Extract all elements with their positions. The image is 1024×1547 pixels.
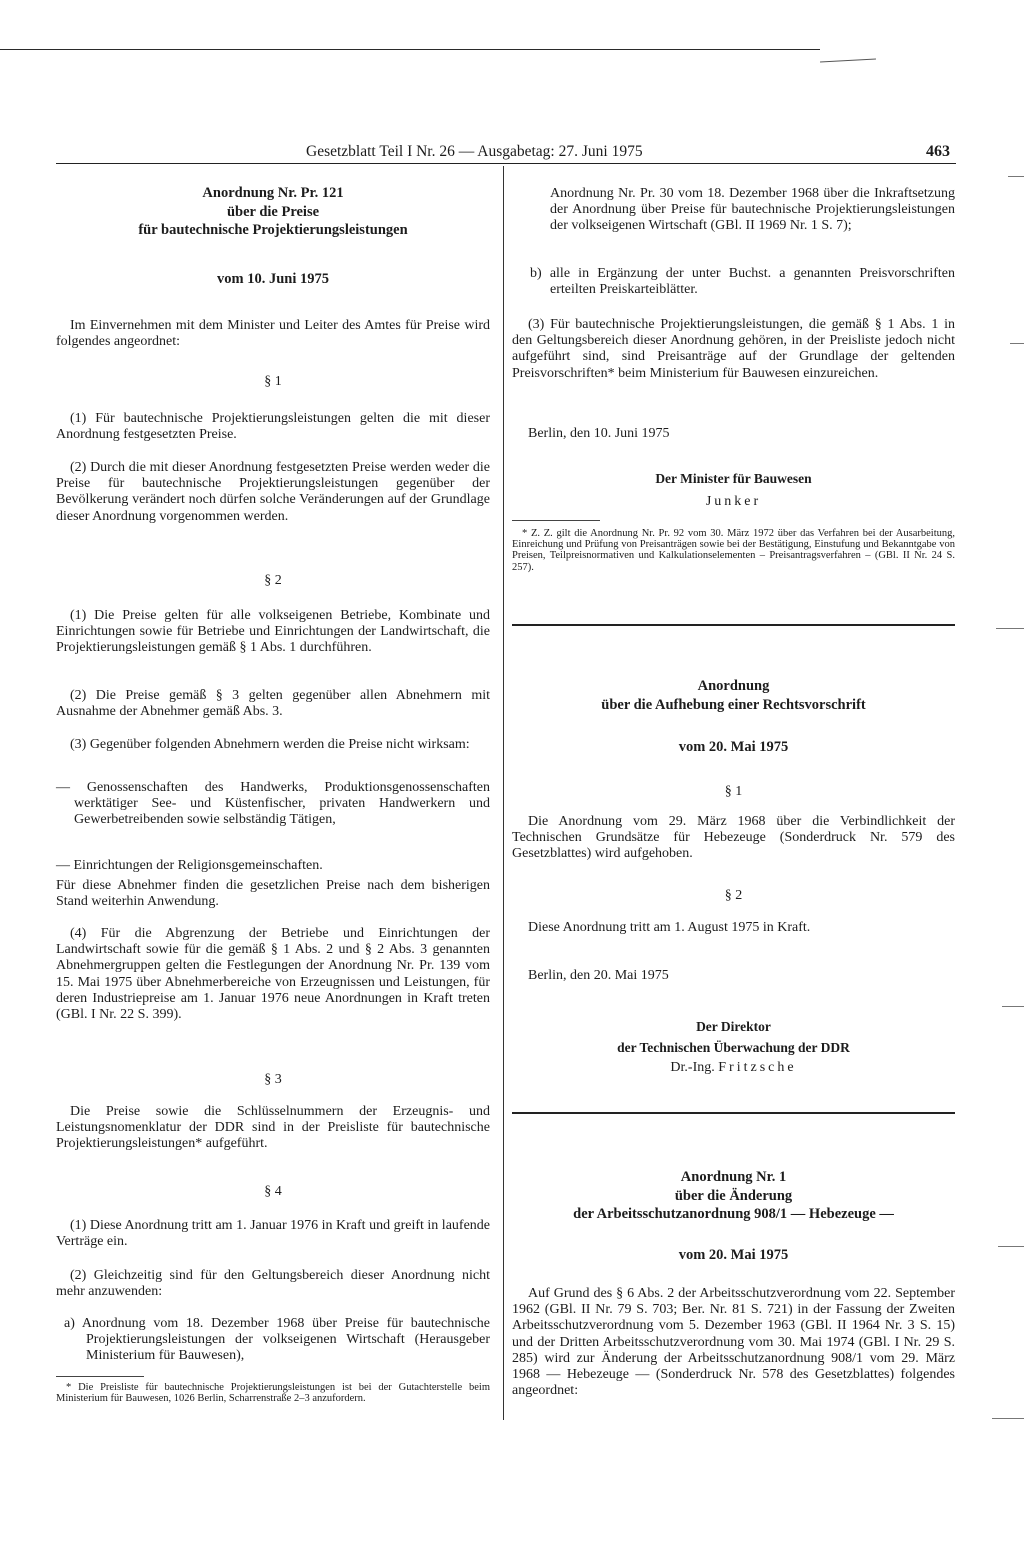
dash-item: — Einrichtungen der Religionsgemeinschaften. bbox=[56, 858, 323, 873]
list-item-b: b) alle in Ergänzung der unter Buchst. a genannten Preisvorschriften erteilten Preiskarteiblätter. bbox=[530, 266, 955, 298]
top-rule bbox=[0, 49, 820, 50]
signer-title-line: Der Direktor bbox=[696, 1019, 771, 1034]
paragraph: (1) Die Preise gelten für alle volkseigenen Betriebe, Kombinate und Einrichtungen sowie für Betriebe und Einrichtungen der Landwirtschaft, die Projektierungsleistungen gemäß § 1 Abs. 1 durchführen. bbox=[56, 608, 490, 656]
paragraph: Die Preise sowie die Schlüsselnummern der Erzeugnis- und Leistungsnomenklatur der DDR sind in der Preisliste für bautechnische Projektierungsleistungen* aufgeführt. bbox=[56, 1104, 490, 1152]
doc3-title-line: über die Änderung bbox=[674, 1187, 793, 1204]
paragraph: Diese Anordnung tritt am 1. August 1975 in Kraft. bbox=[528, 920, 811, 935]
doc1-date: vom 10. Juni 1975 bbox=[217, 271, 329, 287]
doc3-title-line: Anordnung Nr. 1 bbox=[680, 1169, 787, 1185]
page-number: 463 bbox=[926, 143, 950, 160]
footnote: * Z. Z. gilt die Anordnung Nr. Pr. 92 vom 30. März 1972 über das Verfahren bei der Ausarbeitung, Einreichung und Prüfung von Preisanträgen sowie bei der Bestätigung, Einstufung und Bekanntgabe von Preisen, Teilpreisnormativen und Kalkulationselementen – Preisantragsverfahren – (GBl. II Nr. 24 S. 257). bbox=[512, 528, 955, 573]
section-heading: § 1 bbox=[264, 374, 282, 389]
doc1-intro: Im Einvernehmen mit dem Minister und Leiter des Amtes für Preise wird folgendes angeordnet: bbox=[56, 318, 490, 350]
section-heading: § 2 bbox=[264, 573, 282, 588]
signer-surname: Fritzsche bbox=[718, 1060, 797, 1075]
paragraph: Auf Grund des § 6 Abs. 2 der Arbeitsschutzverordnung vom 22. September 1962 (GBl. II Nr. 79 S. 703; Ber. Nr. 81 S. 721) in der Fassung der Zweiten Arbeitsschutzverordnung vom 5. Dezember 1963 (GBl. II 1964 Nr. 3 S. 15) und der Dritten Arbeitsschutzverordnung vom 30. Mai 1974 (GBl. I Nr. 29 S. 285) wird zur Änderung der Arbeitsschutzanordnung 908/1 vom 29. März 1968 — Hebezeuge — (Sonderdruck Nr. 578 des Gesetzblattes) folgendes angeordnet: bbox=[512, 1286, 955, 1399]
doc2-date: vom 20. Mai 1975 bbox=[678, 739, 789, 755]
paragraph: (2) Die Preise gemäß § 3 gelten gegenüber allen Abnehmern mit Ausnahme der Abnehmer gemäß Abs. 3. bbox=[56, 688, 490, 720]
section-heading: § 4 bbox=[264, 1184, 282, 1199]
paragraph: (1) Diese Anordnung tritt am 1. Januar 1976 in Kraft und greift in laufende Verträge ein. bbox=[56, 1218, 490, 1250]
signer-title: Der Minister für Bauwesen bbox=[655, 471, 812, 486]
doc1-title bbox=[56, 184, 490, 240]
signer-name: Junker bbox=[705, 494, 762, 509]
doc2-title-line: über die Aufhebung einer Rechtsvorschrift bbox=[601, 696, 866, 713]
section-rule bbox=[512, 1112, 955, 1114]
signer-title-line: der Technischen Überwachung der DDR bbox=[617, 1040, 850, 1055]
signer-prefix: Dr.-Ing. bbox=[670, 1060, 715, 1075]
running-header: Gesetzblatt Teil I Nr. 26 — Ausgabetag: 27. Juni 1975 bbox=[306, 143, 643, 160]
paragraph: (3) Für bautechnische Projektierungsleistungen, die gemäß § 1 Abs. 1 in den Geltungsbereich dieser Anordnung gehören, in der Preisliste jedoch nicht aufgeführt sind, sind Preisanträge auf der Grundlage der geltenden Preisvorschriften* beim Ministerium für Bauwesen einzureichen. bbox=[512, 317, 955, 381]
header-rule bbox=[56, 163, 956, 164]
list-item-a-continued: Anordnung Nr. Pr. 30 vom 18. Dezember 1968 über die Inkraftsetzung der Anordnung über Preise für bautechnische Projektierungsleistungen der volkseigenen Wirtschaft (GBl. II 1969 Nr. 1 S. 7); bbox=[550, 186, 955, 234]
place-date: Berlin, den 20. Mai 1975 bbox=[528, 968, 669, 983]
paragraph: (2) Durch die mit dieser Anordnung festgesetzten Preise werden weder die Preise für bautechnische Projektierungsleistungen gegenüber der Bevölkerung verändert noch dürfen solche Veränderungen auf der Grundlage dieser Anordnung vorgenommen werden. bbox=[56, 460, 490, 524]
margin-mark bbox=[1008, 176, 1024, 177]
doc3-title-line: der Arbeitsschutzanordnung 908/1 — Hebezeuge — bbox=[573, 1206, 894, 1222]
doc2-title-line: Anordnung bbox=[697, 678, 770, 694]
margin-mark bbox=[1010, 343, 1024, 344]
paragraph: Die Anordnung vom 29. März 1968 über die Verbindlichkeit der Technischen Grundsätze für Hebezeuge (Sonderdruck Nr. 579 des Gesetzblattes) wird aufgehoben. bbox=[512, 814, 955, 862]
margin-mark bbox=[1002, 1006, 1024, 1007]
paragraph: (1) Für bautechnische Projektierungsleistungen gelten die mit dieser Anordnung festgesetzten Preise. bbox=[56, 411, 490, 443]
footnote-rule bbox=[512, 520, 600, 521]
section-heading: § 2 bbox=[724, 888, 743, 903]
doc1-title-line: Anordnung Nr. Pr. 121 bbox=[202, 185, 344, 201]
paragraph: Für diese Abnehmer finden die gesetzlichen Preise nach dem bisherigen Stand weiterhin Anwendung. bbox=[56, 878, 490, 910]
doc1-title-line: für bautechnische Projektierungsleistungen bbox=[138, 222, 408, 238]
paragraph: (2) Gleichzeitig sind für den Geltungsbereich dieser Anordnung nicht mehr anzuwenden: bbox=[56, 1268, 490, 1300]
section-heading: § 3 bbox=[264, 1072, 282, 1087]
doc3-date: vom 20. Mai 1975 bbox=[678, 1247, 789, 1263]
footnote-rule bbox=[56, 1376, 144, 1377]
section-heading: § 1 bbox=[724, 784, 743, 799]
signer-name bbox=[512, 1060, 955, 1076]
footnote: * Die Preisliste für bautechnische Projektierungsleistungen ist bei der Gutachterstelle beim Ministerium für Bauwesen, 1026 Berlin, Scharrenstraße 2–3 anzufordern. bbox=[56, 1382, 490, 1405]
doc1-title-line: über die Preise bbox=[226, 203, 320, 220]
list-item-a: a) Anordnung vom 18. Dezember 1968 über Preise für bautechnische Projektierungsleistungen der volkseigenen Wirtschaft (Herausgeber Ministerium für Bauwesen), bbox=[64, 1316, 490, 1364]
column-divider bbox=[503, 166, 504, 1420]
section-rule bbox=[512, 624, 955, 626]
paragraph: (3) Gegenüber folgenden Abnehmern werden die Preise nicht wirksam: bbox=[70, 737, 470, 752]
margin-mark bbox=[998, 1246, 1024, 1247]
paragraph: (4) Für die Abgrenzung der Betriebe und Einrichtungen der Landwirtschaft sowie für die gemäß § 1 Abs. 2 und § 2 Abs. 3 genannten Abnehmergruppen gelten die Festlegungen der Anordnung Nr. Pr. 139 vom 15. Mai 1975 über Abnehmerbereiche von Erzeugnissen und Leistungen, für deren Industriepreise am 1. Januar 1976 neue Anordnungen in Kraft treten (GBl. I Nr. 22 S. 399). bbox=[56, 926, 490, 1023]
margin-mark bbox=[996, 628, 1024, 629]
margin-mark bbox=[992, 1418, 1024, 1419]
top-rule-tail bbox=[820, 59, 876, 63]
place-date: Berlin, den 10. Juni 1975 bbox=[528, 426, 670, 441]
dash-item: — Genossenschaften des Handwerks, Produktionsgenossenschaften werktätiger See- und Küstenfischer, privaten Handwerkern und Gewerbetreibenden sowie selbständig Tätigen, bbox=[56, 780, 490, 828]
